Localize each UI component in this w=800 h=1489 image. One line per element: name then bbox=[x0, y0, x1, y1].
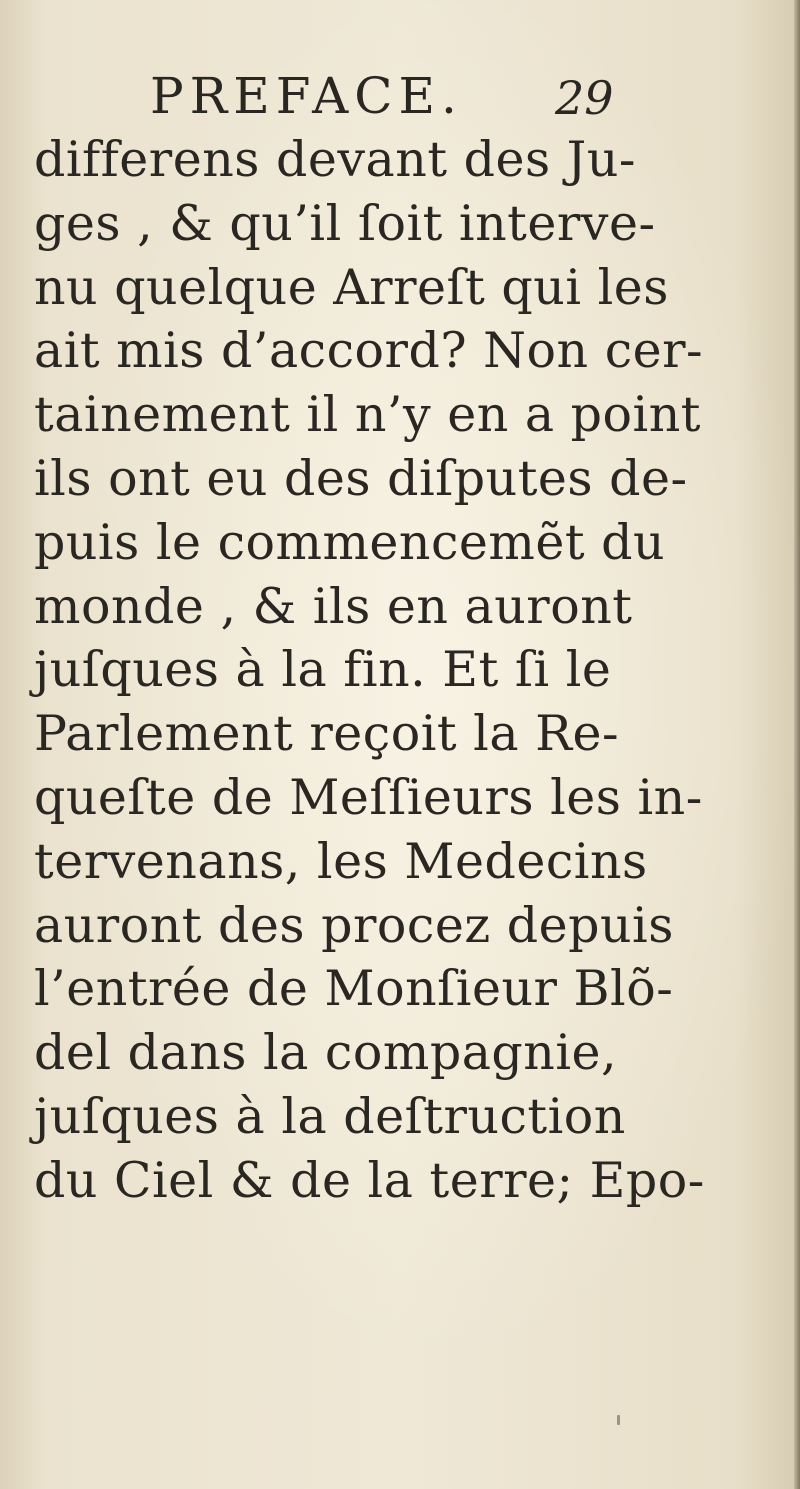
text-line: ils ont eu des diſputes de- bbox=[34, 449, 688, 507]
text-line: differens devant des Ju- bbox=[34, 131, 636, 188]
text-line: nu quelque Arreſt qui les bbox=[34, 258, 669, 316]
text-line: auront des procez depuis bbox=[34, 896, 674, 954]
text-line: puis le commencemẽt du bbox=[34, 513, 666, 571]
text-line: juſques à la fin. Et ſi le bbox=[34, 641, 612, 699]
text-line: tainement il n’y en a point bbox=[34, 386, 701, 444]
text-line: Parlement reçoit la Re- bbox=[34, 705, 620, 763]
text-line: queſte de Meſſieurs les in- bbox=[34, 768, 703, 826]
text-line: tervenans, les Medecins bbox=[34, 832, 648, 890]
running-head: PREFACE. bbox=[150, 67, 463, 125]
text-line: du Ciel & de la terre; Epo- bbox=[34, 1151, 705, 1209]
page-edge-shadow bbox=[794, 0, 800, 1489]
text-line: ges , & qu’il ſoit interve- bbox=[34, 194, 656, 252]
text-line: monde , & ils en auront bbox=[34, 577, 633, 635]
text-line: juſques à la deſtruction bbox=[34, 1087, 626, 1145]
body-text bbox=[34, 128, 705, 1213]
page-number: 29 bbox=[555, 71, 614, 125]
text-line: del dans la compagnie, bbox=[34, 1024, 618, 1082]
text-line: ait mis d’accord? Non cer- bbox=[34, 322, 704, 380]
ink-speck bbox=[617, 1415, 620, 1425]
text-line: l’entrée de Monſieur Blõ- bbox=[34, 960, 674, 1018]
